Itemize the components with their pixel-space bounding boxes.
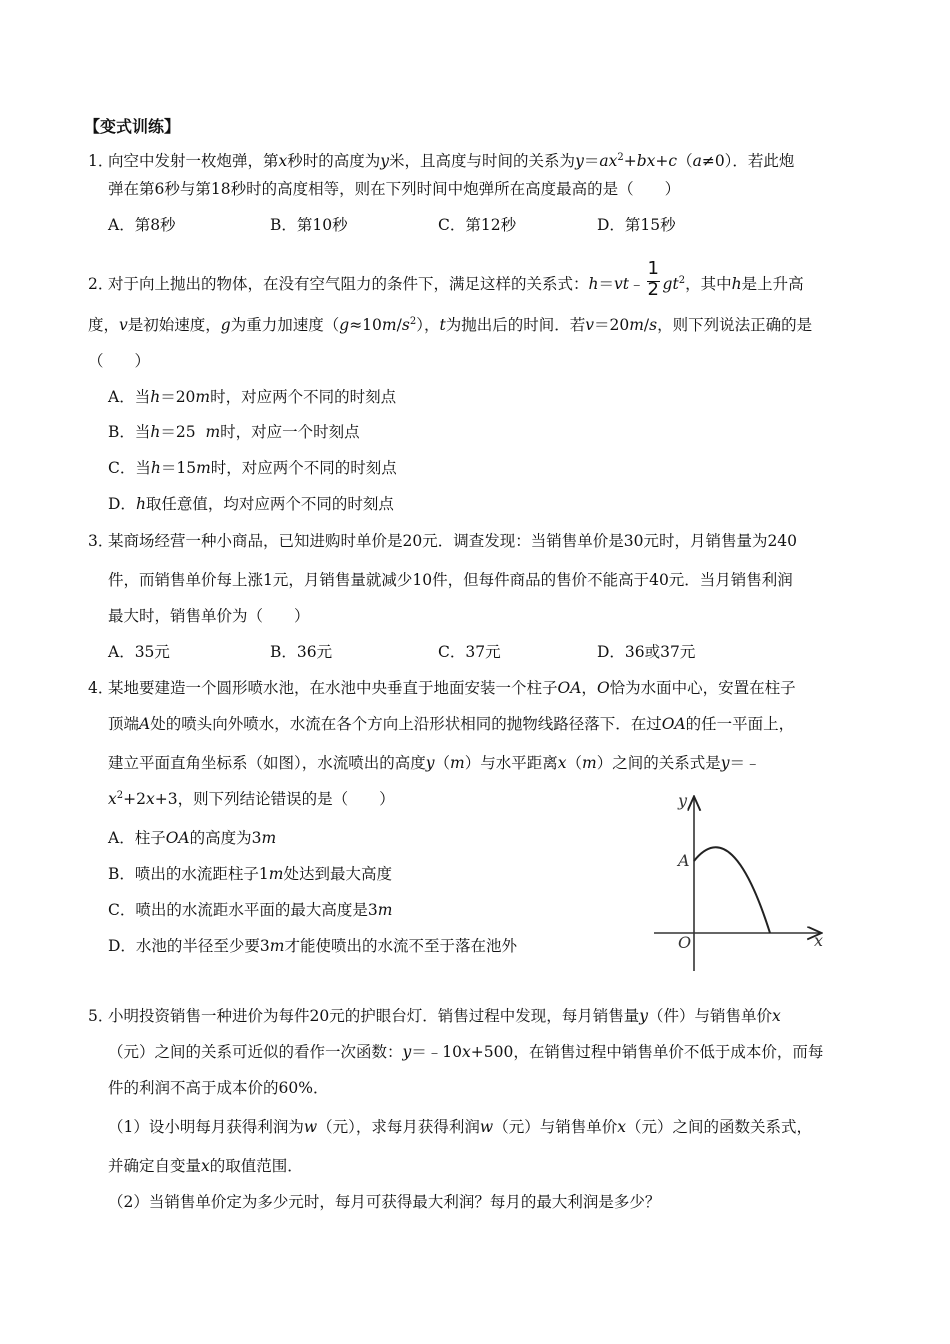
question-text: （元）之间的关系可近似的看作一次函数：y＝﹣10x+500，在销售过程中销售单价不低于成本价，而每 bbox=[108, 1043, 824, 1061]
parabola-curve bbox=[694, 847, 770, 933]
option-a: A．第8秒 bbox=[108, 216, 176, 234]
question-text: 弹在第6秒与第18秒时的高度相等，则在下列时间中炮弹所在高度最高的是（ ） bbox=[108, 180, 681, 198]
option-c: C．当h＝15m时，对应两个不同的时刻点 bbox=[108, 459, 397, 477]
question-number: 4． bbox=[88, 679, 114, 697]
question-text: 度，v是初始速度，g为重力加速度$(g\approx 10m/s^2)$，t为抛出后的时间．若v＝20m/s，则下列说法正确的是 bbox=[88, 315, 813, 334]
section-heading: 【变式训练】 bbox=[84, 117, 181, 136]
option-b: B．喷出的水流距柱子1m处达到最大高度 bbox=[108, 865, 392, 883]
option-a: A．当h＝20m时，对应两个不同的时刻点 bbox=[108, 388, 397, 406]
answer-blank: （ ） bbox=[88, 352, 151, 370]
y-axis-label: y bbox=[678, 791, 688, 810]
question-text: 建立平面直角坐标系（如图），水流喷出的高度y（m）与水平距离x（m）之间的关系式是y＝﹣ bbox=[108, 754, 761, 772]
question-number: 3． bbox=[88, 532, 114, 550]
question-text: 小明投资销售一种进价为每件20元的护眼台灯．销售过程中发现，每月销售量y（件）与销售单价x bbox=[108, 1007, 781, 1025]
question-text: 最大时，销售单价为（ ） bbox=[108, 607, 310, 625]
question-text: 件，而销售单价每上涨1元，月销售量就减少10件，但每件商品的售价不能高于40元．当月销售利润 bbox=[108, 571, 793, 589]
option-d: D．36或37元 bbox=[597, 643, 696, 661]
subquestion-1: （1）设小明每月获得利润为w（元），求每月获得利润w（元）与销售单价x（元）之间的函数关系式， bbox=[108, 1118, 812, 1136]
option-d: D．水池的半径至少要3m才能使喷出的水流不至于落在池外 bbox=[108, 937, 518, 955]
question-text: 对于向上抛出的物体，在没有空气阻力的条件下，满足这样的关系式：h＝vt﹣ $\frac{1}{2}$ $gt^2$，其中h是上升高 bbox=[108, 258, 804, 300]
question-number: 1． bbox=[88, 152, 114, 170]
option-a: A．柱子OA的高度为3m bbox=[108, 829, 277, 847]
option-b: B．第10秒 bbox=[270, 216, 348, 234]
question-text: 某地要建造一个圆形喷水池，在水池中央垂直于地面安装一个柱子OA，O恰为水面中心，安置在柱子 bbox=[108, 679, 796, 697]
origin-label: O bbox=[678, 933, 692, 952]
question-text: 件的利润不高于成本价的60%． bbox=[108, 1079, 329, 1097]
question-number: 5． bbox=[88, 1007, 114, 1025]
option-b: B．36元 bbox=[270, 643, 333, 661]
question-text: 顶端A处的喷头向外喷水，水流在各个方向上沿形状相同的抛物线路径落下．在过OA的任一平面上， bbox=[108, 715, 795, 733]
option-c: C．第12秒 bbox=[438, 216, 517, 234]
parabola-figure bbox=[648, 788, 838, 978]
subquestion-2: （2）当销售单价定为多少元时，每月可获得最大利润？每月的最大利润是多少？ bbox=[108, 1193, 661, 1211]
question-text: 某商场经营一种小商品，已知进购时单价是20元．调查发现：当销售单价是30元时，月销售量为240 bbox=[108, 532, 798, 550]
question-text: $x^2+2x+3$，则下列结论错误的是（ ） bbox=[108, 789, 395, 808]
question-number: 2． bbox=[88, 275, 114, 293]
fraction-half: $\frac{1}{2}$ bbox=[647, 258, 659, 300]
x-axis-label: x bbox=[814, 931, 824, 950]
option-c: C．37元 bbox=[438, 643, 501, 661]
option-a: A．35元 bbox=[108, 643, 170, 661]
subquestion-1-cont: 并确定自变量x的取值范围． bbox=[108, 1157, 303, 1175]
point-a-label: A bbox=[678, 851, 690, 870]
option-d: D．第15秒 bbox=[597, 216, 676, 234]
option-d: D．h取任意值，均对应两个不同的时刻点 bbox=[108, 495, 394, 513]
option-c: C．喷出的水流距水平面的最大高度是3m bbox=[108, 901, 393, 919]
question-text: 向空中发射一枚炮弹，第x秒时的高度为y米，且高度与时间的关系为$y=ax^2+bx+c(a\ne 0)$．若此炮 bbox=[108, 151, 795, 170]
option-b: B．当h＝25 m时，对应一个时刻点 bbox=[108, 423, 360, 441]
